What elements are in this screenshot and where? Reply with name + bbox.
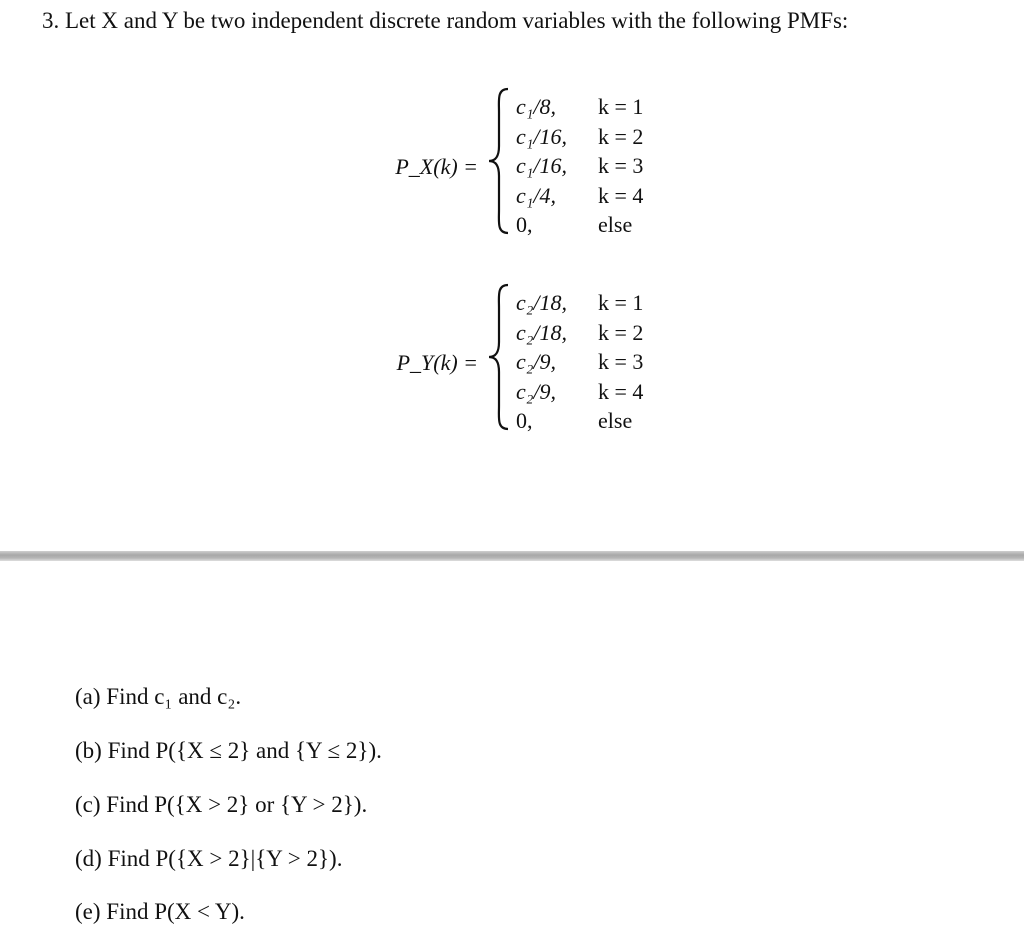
pmf-y-case-condition: k = 3	[598, 349, 644, 375]
part-label: (a)	[75, 684, 101, 709]
question-part-e	[75, 899, 245, 925]
pmf-x-case-condition: k = 4	[598, 182, 644, 208]
left-brace-icon	[486, 282, 512, 432]
part-label: (d)	[75, 846, 102, 871]
pmf-x-case-condition: else	[598, 212, 633, 238]
pmf-y-lhs: P_Y(k) =	[396, 350, 478, 375]
problem-statement	[42, 8, 848, 34]
pmf-x-case-value: 0,	[516, 212, 533, 238]
pmf-x-lhs: P_X(k) =	[395, 154, 478, 179]
part-text: Find c₁ and c₂.	[106, 684, 242, 709]
part-label: (b)	[75, 738, 102, 763]
pmf-y-case-value: c₂/18,	[516, 319, 568, 345]
pmf-y-case-condition: k = 2	[598, 319, 644, 345]
pmf-x-case-value: c₁/16,	[516, 153, 568, 179]
part-text: Find P(X < Y).	[106, 899, 245, 924]
pmf-y-case-value: 0,	[516, 408, 533, 434]
pmf-x-case-value: c₁/4,	[516, 182, 557, 208]
pmf-y-case-condition: k = 4	[598, 378, 644, 404]
pmf-x-case-value: c₁/8,	[516, 94, 557, 119]
problem-text: Let X and Y be two independent discrete random variables with the following PMFs:	[65, 8, 849, 33]
page-divider	[0, 551, 1024, 561]
part-text: Find P({X > 2}|{Y > 2}).	[107, 846, 343, 871]
question-part-d	[75, 846, 342, 872]
part-label: (e)	[75, 899, 101, 924]
left-brace-icon	[486, 86, 512, 236]
part-label: (c)	[75, 792, 101, 817]
part-text: Find P({X > 2} or {Y > 2}).	[106, 792, 368, 817]
pmf-x-case-condition: k = 1	[598, 94, 644, 119]
pmf-y-case-condition: else	[598, 408, 633, 434]
question-part-b	[75, 738, 382, 764]
question-part-a	[75, 684, 241, 710]
problem-number: 3.	[42, 8, 60, 33]
pmf-y-case-value: c₂/9,	[516, 349, 557, 375]
part-text: Find P({X ≤ 2} and {Y ≤ 2}).	[107, 738, 382, 763]
question-part-c	[75, 792, 367, 818]
pmf-y-case-value: c₂/18,	[516, 290, 568, 315]
pmf-x-case-condition: k = 2	[598, 123, 644, 149]
pmf-x-case-condition: k = 3	[598, 153, 644, 179]
pmf-y-case-value: c₂/9,	[516, 378, 557, 404]
pmf-y-case-condition: k = 1	[598, 290, 644, 315]
pmf-x-case-value: c₁/16,	[516, 123, 568, 149]
